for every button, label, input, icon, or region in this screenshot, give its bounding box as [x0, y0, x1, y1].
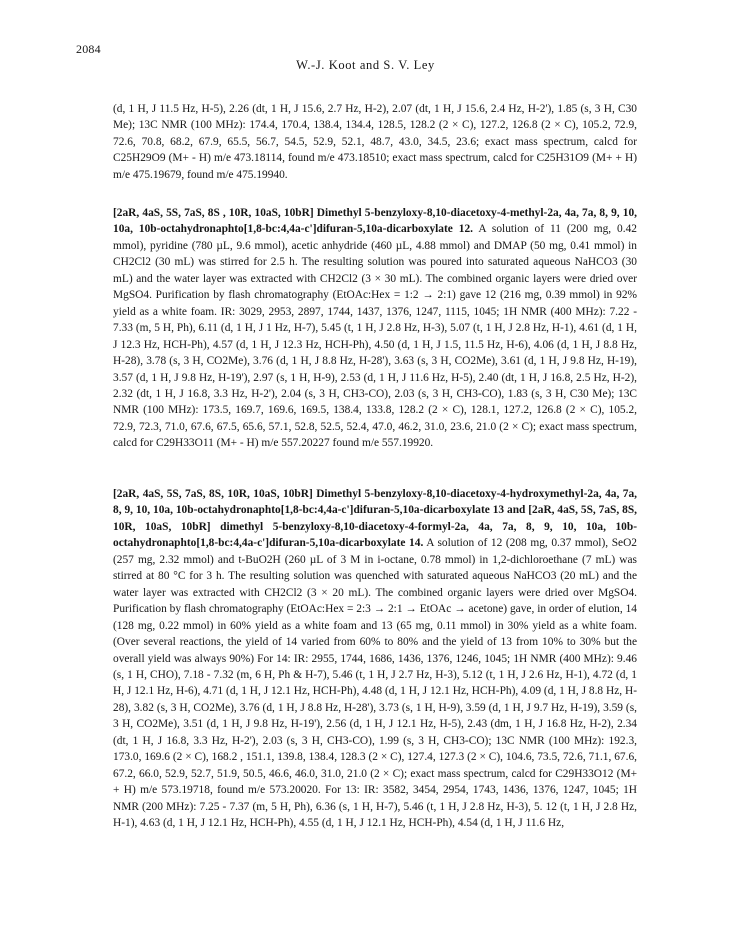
page-number: 2084 [76, 42, 101, 56]
running-head-authors: W.-J. Koot and S. V. Ley [296, 58, 435, 72]
paragraph-text: (d, 1 H, J 11.5 Hz, H-5), 2.26 (dt, 1 H, J 15.6, 2.7 Hz, H-2), 2.07 (dt, 1 H, J 15.6, 2.4 Hz, H-2'), 1.85 (s, 3 H, C30 Me); 13C NMR (100 MHz): 174.4, 170.4, 138.4, 134.4, 128.5, 128.2 (2 × C), 127.2, 126.8 (2 × C), 105.2, 72.9, 72.6, 70.8, 68.2, 67.9, 65.5, 56.7, 54.5, 52.9, 52.1, 48.7, 43.0, 34.5, 23.6; exact mass spectrum, calcd for C25H29O9 (M+ - H) m/e 473.18114, found m/e 473.18510; exact mass spectrum, calcd for C25H31O9 (M+ + H) m/e 475.19679, found m/e 475.19940. [113, 103, 637, 181]
paragraph-text: A solution of 12 (208 mg, 0.37 mmol), SeO2 (257 mg, 2.32 mmol) and t-BuO2H (260 µL of 3 M in i-octane, 0.78 mmol) in 1,2-dichloroethane (7 mL) was stirred at 80 °C for 3 h. The resulting solution was quenched with saturated aqueous NaHCO3 (20 mL) and the water layer was extracted with CH2Cl2 (3 × 20 mL). The combined organic layers were dried over MgSO4. Purification by flash chromatography (EtOAc:Hex = 2:3 → 2:1 → EtOAc → acetone) gave, in order of elution, 14 (128 mg, 0.22 mmol) in 60% yield as a white foam and 13 (65 mg, 0.11 mmol) in 30% yield as a white foam. (Over several reactions, the yield of 14 varied from 60% to 80% and the yield of 13 from 10% to 30% but the overall yield was always 90%) For 14: IR: 2955, 1744, 1686, 1436, 1376, 1246, 1045; 1H NMR (400 MHz): 9.46 (s, 1 H, CHO), 7.18 - 7.32 (m, 6 H, Ph & H-7), 5.46 (t, 1 H, J 2.7 Hz, H-3), 5.12 (t, 1 H, J 2.6 Hz, H-1), 4.72 (d, 1 H, J 12.1 Hz, H-6), 4.71 (d, 1 H, J 12.1 Hz, HCH-Ph), 4.48 (d, 1 H, J 12.1 Hz, HCH-Ph), 4.09 (d, 1 H, J 8.8 Hz, H-28), 3.82 (s, 3 H, CO2Me), 3.76 (d, 1 H, J 8.8 Hz, H-28'), 3.73 (s, 1 H, H-9), 3.59 (d, 1 H, J 9.7 Hz, H-19), 3.59 (s, 3 H, CO2Me), 3.51 (d, 1 H, J 9.8 Hz, H-19'), 2.56 (d, 1 H, J 12.1 Hz, H-5), 2.43 (dm, 1 H, J 16.8 Hz, H-2), 2.34 (dt, 1 H, J 16.8, 3.3 Hz, H-2'), 2.03 (s, 3 H, CH3-CO), 1.99 (s, 3 H, CH3-CO); 13C NMR (100 MHz): 192.3, 173.0, 169.6 (2 × C), 168.2 , 151.1, 139.8, 138.4, 128.3 (2 × C), 127.4, 127.3 (2 × C), 104.6, 73.5, 72.6, 71.1, 67.6, 67.2, 66.0, 52.9, 52.7, 51.9, 50.5, 46.6, 46.0, 31.0, 21.0 (2 × C); exact mass spectrum, calcd for C29H33O12 (M+ + H) m/e 573.19718, found m/e 573.20020. For 13: IR: 3582, 3454, 2954, 1743, 1436, 1376, 1247, 1045; 1H NMR (200 MHz): 7.25 - 7.37 (m, 5 H, Ph), 6.36 (s, 1 H, H-7), 5.46 (t, 1 H, J 2.8 Hz, H-3), 5. 12 (t, 1 H, J 2.8 Hz, H-1), 4.63 (d, 1 H, J 12.1 Hz, HCH-Ph), 4.55 (d, 1 H, J 12.1 Hz, HCH-Ph), 4.54 (d, 1 H, J 11.6 Hz, [113, 537, 638, 830]
paragraph-continuation [113, 101, 637, 183]
compound-title: [2aR, 4aS, 5S, 7aS, 8S, 10R, 10aS, 10bR] Dimethyl 5-benzyloxy-8,10-diacetoxy-4-hydroxymethyl-2a, 4a, 7a, 8, 9, 10, 10a, 10b-octahydronaphto[1,8-bc:4,4a-c']difuran-5,10a-dicarboxylate 13 and [2aR, 4aS, 5S, 7aS, 8S, 10R, 10aS, 10bR] dimethyl 5-benzyloxy-8,10-diacetoxy-4-formyl-2a, 4a, 7a, 8, 9, 10, 10a, 10b-octahydronaphto[1,8-bc:4,4a-c']difuran-5,10a-dicarboxylate 14. [113, 488, 637, 550]
paragraph-text: A solution of 11 (200 mg, 0.42 mmol), pyridine (780 µL, 9.6 mmol), acetic anhydride (460 µL, 4.88 mmol) and DMAP (50 mg, 0.41 mmol) in CH2Cl2 (30 mL) was stirred for 2.5 h. The resulting solution was poured into saturated aqueous NaHCO3 (30 mL) and the water layer was extracted with CH2Cl2 (3 × 30 mL). The combined organic layers were dried over MgSO4. Purification by flash chromatography (EtOAc:Hex = 1:2 → 2:1) gave 12 (216 mg, 0.39 mmol) in 92% yield as a white foam. IR: 3029, 2953, 2897, 1744, 1437, 1376, 1247, 1115, 1045; 1H NMR (400 MHz): 7.22 - 7.33 (m, 5 H, Ph), 6.11 (d, 1 H, J 1 Hz, H-7), 5.45 (t, 1 H, J 2.8 Hz, H-3), 5.07 (t, 1 H, J 2.8 Hz, H-1), 4.61 (d, 1 H, J 12.3 Hz, HCH-Ph), 4.57 (d, 1 H, J 12.3 Hz, HCH-Ph), 4.50 (d, 1 H, J 1.5, 11.5 Hz, H-6), 4.06 (d, 1 H, J 8.8 Hz, H-28), 3.78 (s, 3 H, CO2Me), 3.76 (d, 1 H, J 8.8 Hz, H-28'), 3.63 (s, 3 H, CO2Me), 3.61 (d, 1 H, J 9.8 Hz, H-19), 3.57 (d, 1 H, J 9.8 Hz, H-19'), 2.97 (s, 1 H, H-9), 2.53 (d, 1 H, J 11.6 Hz, H-5), 2.40 (dt, 1 H, J 16.8, 2.5 Hz, H-2), 2.32 (dt, 1 H, J 16.8, 3.3 Hz, H-2'), 2.04 (s, 3 H, CH3-CO), 2.03 (s, 3 H, CH3-CO), 1.83 (s, 3 H, C30 Me); 13C NMR (100 MHz): 173.5, 169.7, 169.6, 169.5, 138.4, 133.8, 128.2 (2 × C), 128.1, 127.2, 126.8 (2 × C), 105.2, 72.9, 72.3, 71.0, 67.6, 67.5, 65.6, 57.1, 52.8, 52.5, 52.4, 47.0, 46.2, 31.0, 23.6, 21.0 (2 × C); exact mass spectrum, calcd for C29H33O11 (M+ - H) m/e 557.20227 found m/e 557.19920. [113, 223, 637, 450]
paragraph-compounds-13-14 [113, 486, 637, 832]
compound-title: [2aR, 4aS, 5S, 7aS, 8S , 10R, 10aS, 10bR] Dimethyl 5-benzyloxy-8,10-diacetoxy-4-methyl-2a, 4a, 7a, 8, 9, 10, 10a, 10b-octahydronaphto[1,8-bc:4,4a-c']difuran-5,10a-dicarboxylate 12. [113, 207, 637, 236]
paragraph-compound-12 [113, 205, 637, 452]
